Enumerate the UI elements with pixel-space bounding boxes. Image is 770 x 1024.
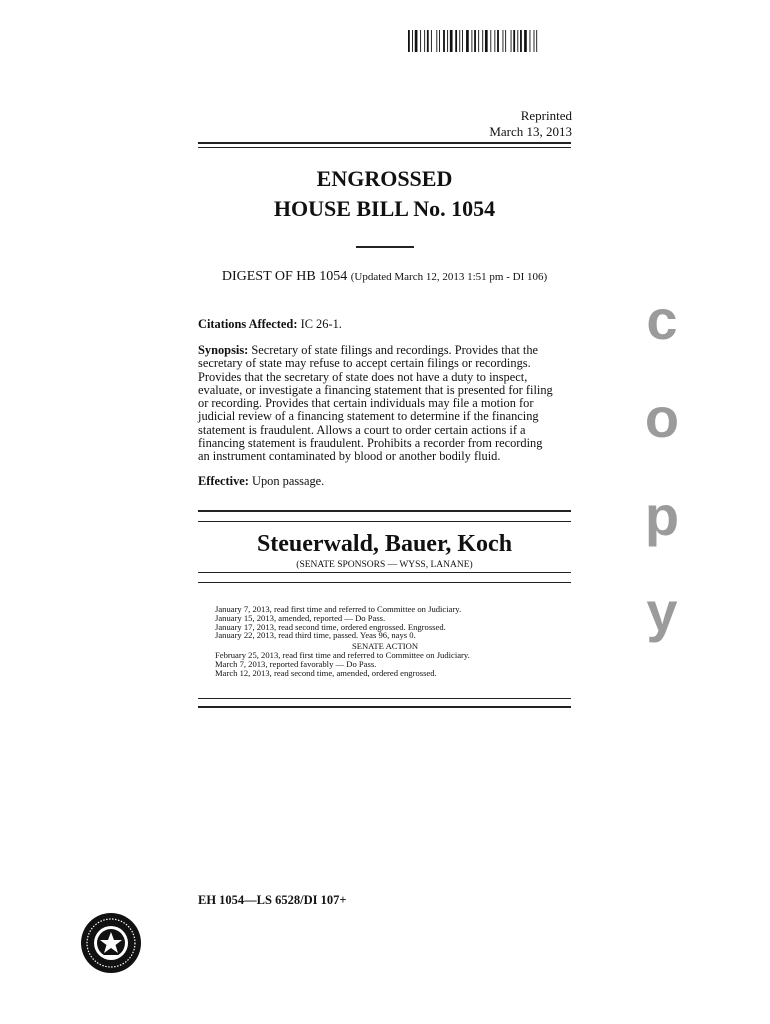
- action-entry: February 25, 2013, read first time and referred to Committee on Judiciary.: [215, 649, 470, 660]
- document-title-line1: ENGROSSED: [316, 166, 453, 191]
- synopsis-text: Secretary of state filings and recordings. Provides that the: [251, 343, 539, 357]
- effective-value: Upon passage.: [252, 474, 325, 488]
- synopsis-line: Provides that the secretary of state does not have a duty to inspect,: [198, 369, 528, 384]
- copy-watermark-letter: p: [644, 484, 680, 547]
- digest-heading: [198, 269, 571, 285]
- state-seal-icon: [80, 912, 142, 974]
- divider: [198, 510, 571, 512]
- synopsis-label: Synopsis:: [198, 343, 249, 357]
- divider: [198, 521, 571, 522]
- copy-watermark-letter: o: [644, 386, 680, 449]
- citations-value: IC 26-1.: [300, 317, 342, 331]
- synopsis-line: statement is fraudulent. Allows a court to order certain actions if a: [198, 422, 526, 437]
- action-entry: January 7, 2013, read first time and referred to Committee on Judiciary.: [215, 604, 462, 614]
- title-underline: [356, 246, 414, 248]
- effective-label: Effective:: [198, 474, 249, 488]
- effective: [198, 475, 571, 488]
- divider: [198, 142, 571, 144]
- senate-action-heading: SENATE ACTION: [351, 641, 419, 652]
- synopsis-line: financing statement is fraudulent. Prohibits a recorder from recording: [198, 436, 543, 451]
- divider: [198, 147, 571, 148]
- digest-updated: (Updated March 12, 2013 1:51 pm - DI 106): [350, 271, 548, 283]
- document-title-line2: HOUSE BILL No. 1054: [273, 196, 496, 221]
- synopsis-line: judicial review of a financing statement to determine if the financing: [198, 409, 539, 424]
- barcode-icon: [408, 30, 590, 52]
- bill-code: EH 1054—LS 6528/DI 107+: [198, 893, 347, 907]
- copy-watermark-letter: y: [646, 580, 678, 643]
- senate-sponsors: (SENATE SPONSORS — WYSS, LANANE): [296, 560, 473, 570]
- synopsis-line: [198, 344, 571, 357]
- bill-authors: Steuerwald, Bauer, Koch: [256, 531, 513, 557]
- divider: [198, 572, 571, 573]
- citations-label: Citations Affected:: [198, 317, 298, 331]
- reprinted-label: Reprinted: [520, 108, 572, 123]
- legislative-actions: [215, 605, 555, 677]
- synopsis-line: an instrument contaminated by blood or another bodily fluid.: [198, 449, 501, 464]
- citations-affected: [198, 318, 571, 331]
- action-entry: January 17, 2013, read second time, ordered engrossed. Engrossed.: [215, 621, 446, 632]
- copy-watermark-letter: c: [646, 288, 678, 351]
- action-entry: January 15, 2013, amended, reported — Do Pass.: [215, 612, 386, 623]
- action-entry: March 12, 2013, read second time, amended, ordered engrossed.: [215, 667, 437, 678]
- divider: [198, 698, 571, 699]
- divider: [198, 582, 571, 583]
- action-entry: March 7, 2013, reported favorably — Do Pass.: [215, 658, 377, 669]
- synopsis: [198, 344, 571, 464]
- divider: [198, 706, 571, 708]
- action-entry: January 22, 2013, read third time, passed. Yeas 96, nays 0.: [215, 630, 416, 641]
- digest-main: DIGEST OF HB 1054: [221, 269, 348, 284]
- synopsis-line: evaluate, or investigate a financing statement that is presented for filing: [198, 382, 553, 397]
- synopsis-line: or recording. Provides that certain individuals may file a motion for: [198, 396, 534, 411]
- reprinted-date: March 13, 2013: [489, 124, 572, 139]
- synopsis-line: secretary of state may refuse to accept certain filings or recordings.: [198, 356, 531, 371]
